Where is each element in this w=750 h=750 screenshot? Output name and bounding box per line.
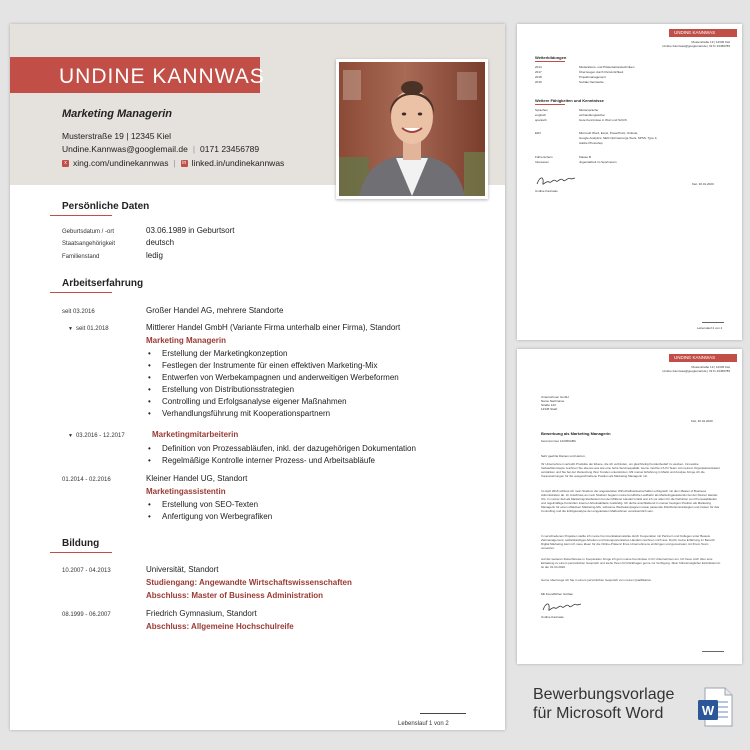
mini-contact-email: Undine.Kannwas@googlemail.de | 0171 23456789 [662,369,730,373]
xing-icon: x [62,160,69,167]
letter-paragraph: Auf der weiteren Zukunftsreise in Kooperation bringe ich gern meine Kenntnisse in Ihr Unternehmen ein. Ich freue mich über eine Einladung zu einem persönlichen Gespräch und stehe Ihnen für Rückfragen gerne zur Verfügung. Mein frühestmöglicher Eintrittstermin ist der 01.04.2020. [541,557,721,569]
experience-date: 01.2014 - 02.2016 [62,477,111,483]
word-document-icon [696,686,734,728]
education-date: 08.1999 - 06.2007 [62,612,111,618]
triangle-down-icon: ▼ [68,433,73,439]
skill-label: englisch [535,113,547,117]
skill-text: Gute Kenntnisse in Wort und Schrift [579,118,627,122]
value-birth: 03.06.1989 in Geburtsort [146,226,235,235]
education-study: Studiengang: Angewandte Wirtschaftswissenschaften [146,578,352,587]
mini-signer: Undine Kannwas [535,189,558,193]
signature-image [535,174,581,188]
linkedin-icon: in [182,160,187,167]
training-date: 2017 [535,70,542,74]
list-item: • Anfertigung von Werbegrafiken [148,511,272,523]
training-text: Überzeugen durch Persönlichkeit [579,70,624,74]
skill-text: Jugendarbeit im Sportverein [579,160,617,164]
skill-label: Interessen [535,160,550,164]
list-item: • Controlling und Erfolgsanalyse eigener Maßnahmen [148,396,399,408]
footer-divider [702,322,724,323]
experience-company: Großer Handel AG, mehrere Standorte [146,306,284,315]
mini-footer: Lebenslauf 2 von 2 [697,326,723,330]
email-phone-line: Undine.Kannwas@googlemail.de | 0171 23456789 [62,144,260,154]
section-underline [50,292,112,293]
applicant-name: UNDINE KANNWAS [59,65,265,88]
experience-bullets [148,443,416,467]
experience-bullets [148,499,272,523]
xing-link: xing.com/undinekannwas [73,158,169,168]
section-underline [50,552,112,553]
skill-label: spanisch [535,118,547,122]
education-degree: Abschluss: Master of Business Administration [146,591,324,600]
cover-letter-thumbnail [517,349,742,664]
linkedin-link: linked.in/undinekannwas [191,158,285,168]
education-school: Universität, Standort [146,565,219,574]
footer-divider [702,651,724,652]
name-banner [10,57,265,93]
experience-date: seit 03.2016 [62,309,95,315]
letter-signer: Undine Kannwas [541,615,564,619]
skill-text: Adobe Photoshop [579,141,603,145]
letter-paragraph: In verschiedenen Projekten stellte ich meine Kommunikationsstärke durch Kooperation mit Partnern und Kollegen unter Beweis. Zeitmanagement, selbstständiges Arbeiten und lösungsorientiertes Handeln zeichnen mich aus. Durch meine Erfahrung im Bereich Digital Marketing kann ich neue Ideen für die Online-Präsenz Ihres Unternehmens einbringen und gemeinsam mit Ihrem Team umsetzen. [541,534,715,550]
letter-reference: Kennnummer 123456ABC [541,439,577,443]
letter-date: Kiel, 30.01.2020 [691,419,713,423]
letter-paragraph: Ihr Unternehmen vertreibt Produkte der Ebene, die ich verbinden, um gleichzeitig Kundenbedarf zu wecken. Innovative Verkaufskonzepte zeichnen Sie ebenso aus wie eine hohe Servicequalität. Gerne möchte ich Ihr Team mit meinem Organisationstalent verstärken und Sie bei der Zielsetzung Ihrer Kunden unterstützen. Mit meiner Erfahrung in Markt und Analyse bringe ich die Voraussetzungen für die ausgeschriebene Position als Marketing Managerin mit. [541,462,720,478]
mini-name-banner: UNDINE KANNWAS [669,29,737,37]
education-school: Friedrich Gymnasium, Standort [146,609,257,618]
recipient-line: Name Nachname [541,399,565,403]
experience-company: Mittlerer Handel GmbH (Variante Firma unterhalb einer Firma), Standort [146,323,401,332]
training-date: 2019 [535,80,542,84]
letter-paragraph: Im April 2016 schloss ich mein Studium der angewandten Wirtschaftswissenschaften erfolgreich mit dem Master of Business Administration ab. Im Anschluss an mein Studium begann meine berufliche Laufbahn als Marketingassistentin bei der Kleiner Handel UG. In meiner Zeit als Marketingmitarbeiterin bei der Mittlerer Handel GmbH war ich vor allem für die Definition von Prozessabläufen und regelmäßige Kontrollen interner Arbeitsabläufe zuständig. Ich durfte anschließend in meiner heutigen Position als Marketing Managerin für einen effektiven Marketing-Mix, wirksame Werbekampagnen sowie passende Distributionsstrategien und zudem für das Controlling und die Erfolgsanalyse der eingeleiteten Maßnahmen verantwortlich sein. [541,489,720,513]
skill-text: Microsoft Word, Excel, PowerPoint, Outlook, [579,131,638,135]
skill-label: EDV [535,131,542,135]
triangle-down-icon: ▼ [68,326,73,332]
training-text: Moderations- und Präsentationstechniken [579,65,635,69]
mini-date: Kiel, 30.01.2020 [692,182,714,186]
phone: 0171 23456789 [200,144,260,154]
list-item: • Definition von Prozessabläufen, inkl. der dazugehörigen Dokumentation [148,443,416,455]
label-nationality: Staatsangehörigkeit [62,241,116,247]
experience-date: ▼ seit 01.2018 [68,326,109,332]
training-date: 2014 [535,65,542,69]
list-item: • Erstellung von SEO-Texten [148,499,272,511]
list-item: • Verhandlungsführung mit Kooperationspartnern [148,408,399,420]
mini-contact-address: Musterstraße 19 | 12345 Kiel [691,40,730,44]
letter-closing: Mit freundlichen Grüßen [541,592,574,596]
skill-text: Google Analytics, SEO-Optimierungs-Tools, SPSS, Typo 3, [579,136,658,140]
skill-text: Klasse B [579,155,591,159]
mini-contact-email: Undine.Kannwas@googlemail.de | 0171 23456789 [662,44,730,48]
experience-bullets [148,348,399,420]
education-date: 10.2007 - 04.2013 [62,568,111,574]
section-heading-education: Bildung [62,538,100,549]
experience-date: ▼ 03.2016 - 12.2017 [68,433,125,439]
list-item: • Erstellung der Marketingkonzeption [148,348,399,360]
skill-label: Führerschein [535,155,553,159]
education-degree: Abschluss: Allgemeine Hochschulreife [146,622,294,631]
recipient-line: 12345 Stadt [541,407,558,411]
training-date: 2018 [535,75,542,79]
section-underline [535,61,565,62]
word-icon-letter: W [701,703,715,718]
signature-image [541,600,587,614]
cv-page-1 [10,24,505,730]
list-item: • Regelmäßige Kontrolle interner Prozess- und Arbeitsabläufe [148,455,416,467]
mini-heading-training: Weiterbildungen [535,55,567,60]
experience-company: Kleiner Handel UG, Standort [146,474,248,483]
mini-contact-address: Musterstraße 19 | 12345 Kiel [691,365,730,369]
mini-name-banner: UNDINE KANNWAS [669,354,737,362]
mini-heading-skills: Weitere Fähigkeiten und Kenntnisse [535,98,604,103]
page-footer: Lebenslauf 1 von 2 [398,721,449,727]
value-nationality: deutsch [146,238,175,247]
profile-photo-frame [336,59,488,199]
list-item: • Festlegen der Instrumente für einen effektiven Marketing-Mix [148,360,399,372]
skill-text: Muttersprache [579,108,599,112]
letter-greeting: Sehr geehrte Damen und Herren, [541,454,586,458]
label-marital: Familienstand [62,254,100,260]
experience-role: Marketingassistentin [146,487,226,496]
experience-role: Marketing Managerin [146,336,227,345]
skill-label: Sprachen [535,108,548,112]
section-heading-personal: Persönliche Daten [62,201,150,212]
skill-text: verhandlungssicher [579,113,606,117]
recipient-line: Unternehmen GmbH [541,395,569,399]
experience-role: Marketingmitarbeiterin [152,430,239,439]
training-text: Projektmanagement [579,75,606,79]
recipient-line: Straße 123 [541,403,556,407]
list-item: • Entwerfen von Werbekampagnen und anderweitigen Werbeformen [148,372,399,384]
letter-paragraph: Gerne überzeuge ich Sie in einem persönlichen Gespräch von meiner Qualifikation. [541,578,652,582]
footer-divider [420,713,466,714]
section-underline [50,215,112,216]
product-title-line1: Bewerbungsvorlage [533,686,675,703]
cv-page-2-thumbnail [517,24,742,340]
section-underline [535,104,565,105]
training-text: Soziale Netzwerke [579,80,604,84]
product-title-line2: für Microsoft Word [533,705,664,722]
address: Musterstraße 19 | 12345 Kiel [62,131,171,141]
job-title: Marketing Managerin [62,108,173,120]
profile-photo [339,62,485,196]
section-heading-experience: Arbeitserfahrung [62,278,144,289]
list-item: • Erstellung von Distributionsstrategien [148,384,399,396]
email: Undine.Kannwas@googlemail.de [62,144,188,154]
social-line: x xing.com/undinekannwas | in linked.in/undinekannwas [62,158,284,168]
label-birth: Geburtsdatum / -ort [62,229,115,235]
value-marital: ledig [146,251,163,260]
letter-subject: Bewerbung als Marketing Managerin [541,431,611,436]
